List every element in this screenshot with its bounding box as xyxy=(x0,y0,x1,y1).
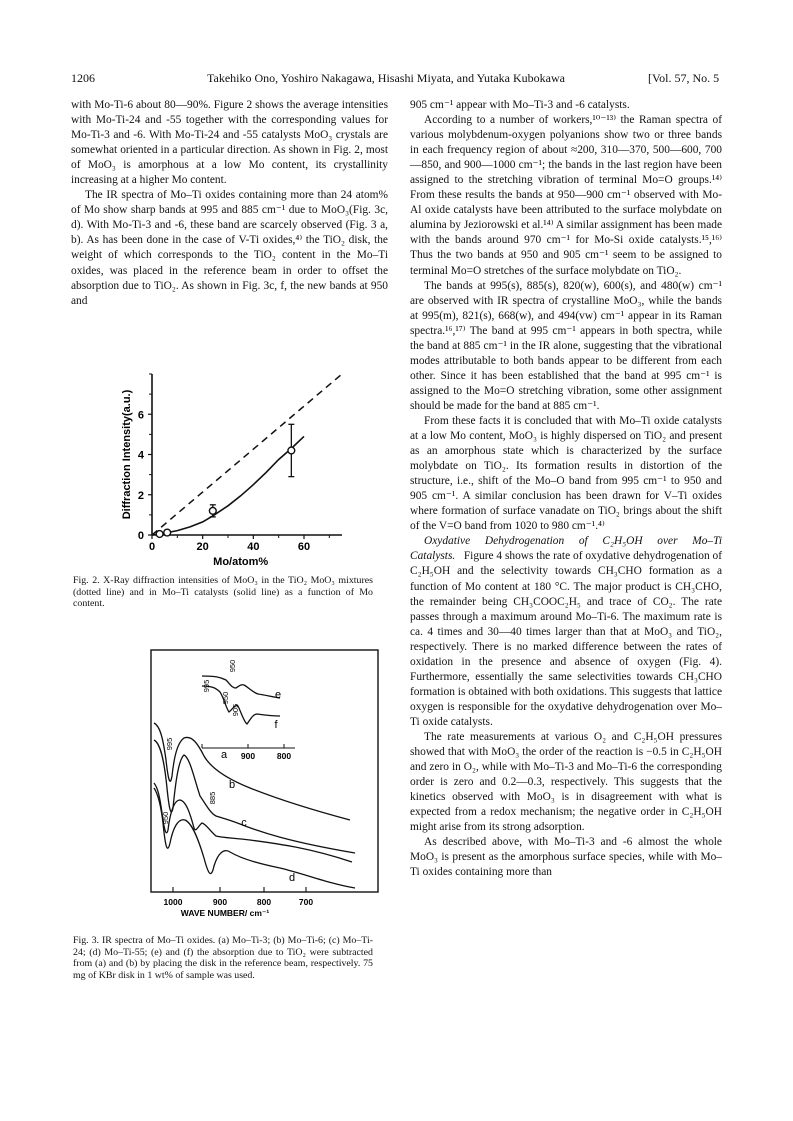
running-head-volume: [Vol. 57, No. 5 xyxy=(648,71,720,85)
right-paragraph-5 xyxy=(410,534,722,730)
y-tick-label: 4 xyxy=(137,449,144,462)
series-label-a: a xyxy=(220,749,228,761)
figure-2-caption xyxy=(73,575,373,610)
x-tick-label: 700 xyxy=(298,897,314,907)
figure-3-chart xyxy=(140,648,390,928)
data-point xyxy=(288,447,295,454)
right-paragraph-6: The rate measurements at various O₂ and C₂H₅OH pressures showed that with MoO₃ the order of the reaction is −0.5 in C₂H₅OH and zero in O₂, while with Mo–Ti-3 and Mo–Ti-6 the corresponding order is zero and 0.2—0.3, respectively. This suggests that the kinetics observed with MoO₃ is in disagreement with what is expected from a redox mechanism; the negative order in C₂H₅OH might arise from its strong adsorption. xyxy=(410,730,722,834)
right-column xyxy=(410,98,722,880)
band-label: 950 xyxy=(221,691,230,705)
y-axis-label: Diffraction Intensity(a.u.) xyxy=(121,389,133,520)
figure-2-caption-text: Fig. 2. X-Ray diffraction intensities of MoO₃ in the TiO₂ MoO₃ mixtures (dotted line) and in Mo–Ti catalysts (solid line) as a function of Mo content. xyxy=(73,575,373,610)
page-number: 1206 xyxy=(71,71,95,85)
x-tick-label: 0 xyxy=(148,541,156,553)
y-tick-label: 0 xyxy=(137,530,144,542)
section-title: Oxydative Dehydrogenation of C₂H₅OH over Mo–Ti Catalysts. xyxy=(410,535,722,563)
right-paragraph-7: As described above, with Mo–Ti-3 and -6 almost the whole MoO₃ is present as the amorphous surface species, while with Mo–Ti oxides containing more than xyxy=(410,836,722,879)
inset-tick-label: 900 xyxy=(240,751,256,761)
series-label-e: e xyxy=(274,689,282,701)
left-column xyxy=(71,98,388,309)
solid-line-series xyxy=(152,436,304,535)
spectrum-c xyxy=(154,783,352,862)
series-label-f: f xyxy=(274,719,278,731)
band-label: 950 xyxy=(228,659,237,673)
band-label: 905 xyxy=(231,703,240,717)
x-axis-label: WAVE NUMBER/ cm⁻¹ xyxy=(180,908,270,918)
x-tick-label: 20 xyxy=(196,541,209,553)
x-axis-label: Mo/atom% xyxy=(213,556,269,568)
spectrum-f xyxy=(202,686,280,724)
series-label-b: b xyxy=(228,779,236,791)
band-label: 885 xyxy=(208,791,217,805)
spectrum-a xyxy=(154,723,350,820)
data-point xyxy=(209,507,216,514)
x-tick-label: 1000 xyxy=(163,897,183,907)
band-label: 995 xyxy=(165,737,174,751)
inset-tick-label: 800 xyxy=(276,751,292,761)
figure-2-chart xyxy=(118,362,358,577)
section-body: Figure 4 shows the rate of oxydative dehydrogenation of C₂H₅OH and the selectivity towards CH₃CHO formation as a function of Mo content at 180 °C. The major product is CH₃CHO, the remainder being CH₃COOC₂H₅ and trace of CO₂. The rate passes through a maximum around Mo–Ti-6. The maximum rate is ca. 4 times and 30—40 times larger than that at MoO₃ and TiO₂, respectively. There is no marked difference between the rates of oxidation in the presence and absence of oxygen (Fig. 4). Furthermore, essentially the same selectivities towards CH₃CHO formation is obtained with both oxidations. This suggests that lattice oxygen is responsible for the oxydative dehydrogenation over Mo–Ti oxide catalysts. xyxy=(410,550,722,728)
right-paragraph-2: According to a number of workers,¹⁰⁻¹³⁾ the Raman spectra of various molybdenum-oxygen polyanions show two or three bands in each frequency region of about ≈200, 310—370, 500—600, 700—850, and 900—1000 cm⁻¹; the bands in the last region have been assigned to the stretching vibration of terminal Mo=O groups.¹⁴⁾ From these results the bands at 950—900 cm⁻¹ observed with Mo-Al oxide catalysts have been attributed to the surface molybdate on alumina by Jeziorowski et al.¹⁴⁾ A similar assignment has been made with the bands around 970 cm⁻¹ for Mo-Si oxide catalysts.¹⁵,¹⁶⁾ Thus the two bands at 950 and 905 cm⁻¹ seem to be assigned to terminal Mo=O stretches of the surface molybdate on TiO₂. xyxy=(410,114,722,277)
band-label: 950 xyxy=(161,811,170,825)
x-tick-label: 40 xyxy=(247,541,260,553)
series-label-c: c xyxy=(241,817,247,829)
right-paragraph-4: From these facts it is concluded that with Mo–Ti oxide catalysts at a low Mo content, MoO₃ is highly dispersed on TiO₂ and present as an amorphous state which is characterized by the surface molybdate on TiO₂. Its formation results in distortion of the structure, i.e., shift of the Mo–O band from 995 cm⁻¹ to 950 and 905 cm⁻¹. A similar conclusion has been drawn for V–Ti oxides where formation of surface vanadate on TiO₂ brings about the shift of the V=O band from 1020 to 980 cm⁻¹.⁴⁾ xyxy=(410,414,722,533)
y-tick-label: 6 xyxy=(137,409,144,422)
right-paragraph-1: 905 cm⁻¹ appear with Mo–Ti-3 and -6 catalysts. xyxy=(410,99,630,111)
figure-3-caption xyxy=(73,935,373,982)
x-tick-label: 800 xyxy=(256,897,272,907)
data-point xyxy=(156,531,163,538)
x-tick-label: 60 xyxy=(297,541,311,553)
y-tick-label: 2 xyxy=(137,489,144,502)
right-paragraph-3: The bands at 995(s), 885(s), 820(w), 600(s), and 480(w) cm⁻¹ are observed with IR spectra of crystalline MoO₃, while the bands at 995(m), 821(s), 668(w), and 494(vw) cm⁻¹ appear in its Raman spectra.¹⁶,¹⁷⁾ The band at 995 cm⁻¹ appears in both spectra, while the band at 885 cm⁻¹ in the IR alone, suggesting that the vibrational modes attributable to both bands appear to be different from each other. Since it has been established that the band at 995 cm⁻¹ is assigned to the Mo=O stretching vibration, some other assignment should be made for the band at 885 cm⁻¹. xyxy=(410,279,722,412)
figure-3-caption-text: Fig. 3. IR spectra of Mo–Ti oxides. (a) Mo–Ti-3; (b) Mo–Ti-6; (c) Mo–Ti-24; (d) Mo–Ti-55; (e) and (f) the absorption due to TiO₂ were subtracted from (a) and (b) by placing the disk in the reference beam, respectively. 75 mg of KBr disk in 1 wt% of sample was used. xyxy=(73,935,373,982)
left-paragraph-1: with Mo-Ti-6 about 80—90%. Figure 2 shows the average intensities with Mo-Ti-24 and -55 together with the corresponding values for Mo-Ti-3 and -6. With Mo-Ti-24 and -55 catalysts MoO₃ crystals are somewhat oriented in a particular direction. As shown in Fig. 2, most of MoO₃ is amorphous at a low Mo content, its crystallinity increasing at a higher Mo content. xyxy=(71,99,388,187)
running-head-authors: Takehiko Ono, Yoshiro Nakagawa, Hisashi Miyata, and Yutaka Kubokawa xyxy=(207,71,565,85)
dotted-line-series xyxy=(152,374,342,535)
series-label-d: d xyxy=(288,872,296,884)
band-label: 995 xyxy=(202,679,211,693)
data-point xyxy=(164,529,171,536)
left-paragraph-2: The IR spectra of Mo–Ti oxides containing more than 24 atom% of Mo show sharp bands at 995 and 885 cm⁻¹ due to MoO₃(Fig. 3c, d). With Mo-Ti-3 and -6, these band are scarcely observed (Fig. 3 a, b). As has been done in the case of V-Ti oxides,⁴⁾ the TiO₂ disk, the weight of which corresponds to the TiO₂ content in the Mo–Ti oxides, was placed in the reference beam in order to offset the absorption due to TiO₂. As shown in Fig. 3c, f, the new bands at 950 and xyxy=(71,189,388,307)
figure-3-frame xyxy=(151,650,378,892)
x-tick-label: 900 xyxy=(212,897,228,907)
